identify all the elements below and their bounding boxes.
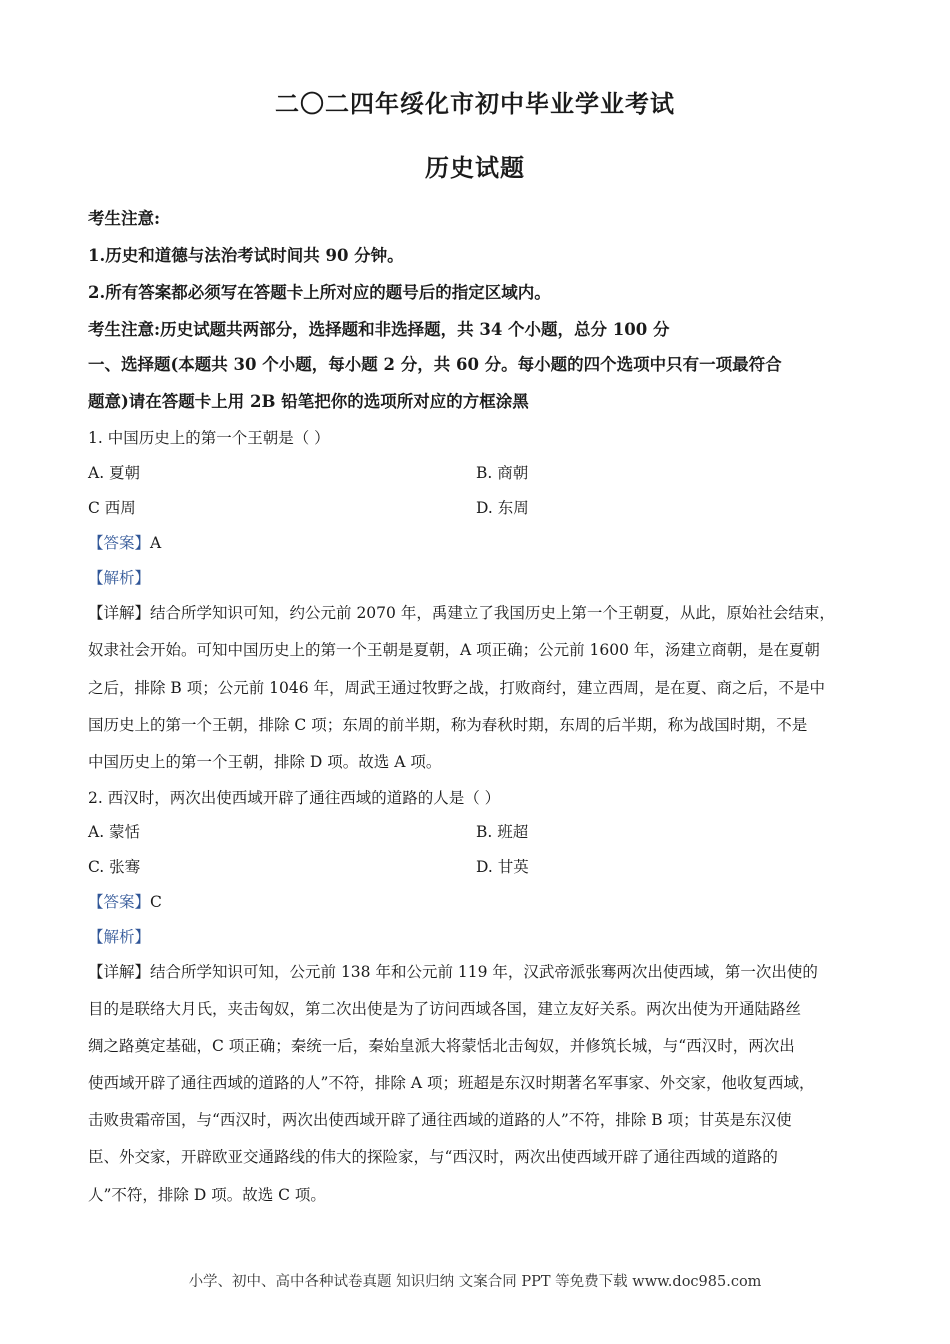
section-heading-line1: 一、选择题(本题共 30 个小题，每小题 2 分，共 60 分。每小题的四个选项中只有一项最符合: [88, 355, 782, 374]
q2-option-c: C. 张骞: [88, 858, 141, 876]
q1-option-b: B. 商朝: [476, 464, 529, 482]
notice-item-3: 考生注意:历史试题共两部分，选择题和非选择题，共 34 个小题，总分 100 分: [88, 320, 670, 339]
notice-heading: 考生注意:: [88, 209, 161, 228]
q1-option-d: D. 东周: [476, 499, 529, 517]
q2-answer-value: C: [150, 893, 162, 911]
q2-detail-line-3: 绸之路奠定基础，C 项正确；秦统一后，秦始皇派大将蒙恬北击匈奴，并修筑长城，与“西汉时，两次出: [88, 1037, 795, 1055]
q2-stem: 2. 西汉时，两次出使西域开辟了通往西域的道路的人是（ ）: [88, 789, 501, 807]
notice-item-1: 1.历史和道德与法治考试时间共 90 分钟。: [88, 246, 404, 265]
q1-stem: 1. 中国历史上的第一个王朝是（ ）: [88, 429, 330, 447]
notice-item-2: 2.所有答案都必须写在答题卡上所对应的题号后的指定区域内。: [88, 283, 551, 302]
q1-detail-line-5: 中国历史上的第一个王朝，排除 D 项。故选 A 项。: [88, 753, 442, 771]
q1-detail-line-1: 【详解】结合所学知识可知，约公元前 2070 年，禹建立了我国历史上第一个王朝夏，从此，原始社会结束，: [88, 604, 835, 622]
q1-analysis-label: 【解析】: [88, 569, 151, 587]
q2-detail-line-5: 击败贵霜帝国，与“西汉时，两次出使西域开辟了通往西域的道路的人”不符，排除 B 项；甘英是东汉使: [88, 1111, 792, 1129]
answer-label: 【答案】: [88, 893, 151, 911]
q2-analysis-label: 【解析】: [88, 928, 151, 946]
q2-detail-line-7: 人”不符，排除 D 项。故选 C 项。: [88, 1186, 326, 1204]
detail-label: 【详解】: [88, 963, 151, 981]
exam-title: 二〇二四年绥化市初中毕业学业考试: [275, 89, 675, 118]
q1-detail-line-2: 奴隶社会开始。可知中国历史上的第一个王朝是夏朝，A 项正确；公元前 1600 年，汤建立商朝，是在夏朝: [88, 641, 820, 659]
q1-answer-value: A: [150, 534, 162, 552]
page-footer: 小学、初中、高中各种试卷真题 知识归纳 文案合同 PPT 等免费下载 www.doc985.com: [188, 1274, 762, 1290]
q2-detail-line-2: 目的是联络大月氏，夹击匈奴，第二次出使是为了访问西域各国，建立友好关系。两次出使为开通陆路丝: [88, 1000, 802, 1018]
detail-label: 【详解】: [88, 604, 151, 622]
q1-option-a: A. 夏朝: [88, 464, 141, 482]
q2-detail-line-1: 【详解】结合所学知识可知，公元前 138 年和公元前 119 年，汉武帝派张骞两次出使西域，第一次出使的: [88, 963, 818, 981]
q1-answer: [88, 531, 868, 553]
q2-option-a: A. 蒙恬: [88, 823, 141, 841]
q2-answer: [88, 890, 868, 912]
q2-detail-line-6: 臣、外交家，开辟欧亚交通路线的伟大的探险家，与“西汉时，两次出使西域开辟了通往西域的道路的: [88, 1148, 778, 1166]
q1-detail-line-4: 国历史上的第一个王朝，排除 C 项；东周的前半期，称为春秋时期，东周的后半期，称为战国时期，不是: [88, 716, 808, 734]
q1-detail-line-3: 之后，排除 B 项；公元前 1046 年，周武王通过牧野之战，打败商纣，建立西周，是在夏、商之后，不是中: [88, 679, 826, 697]
section-heading-line2: 题意)请在答题卡上用 2B 铅笔把你的选项所对应的方框涂黑: [88, 392, 529, 411]
q2-option-b: B. 班超: [476, 823, 529, 841]
q1-option-c: C 西周: [88, 499, 136, 517]
q2-detail-line-4: 使西域开辟了通往西域的道路的人”不符，排除 A 项；班超是东汉时期著名军事家、外交家，他收复西域，: [88, 1074, 815, 1092]
answer-label: 【答案】: [88, 534, 151, 552]
exam-subtitle: 历史试题: [425, 153, 525, 182]
q2-option-d: D. 甘英: [476, 858, 529, 876]
